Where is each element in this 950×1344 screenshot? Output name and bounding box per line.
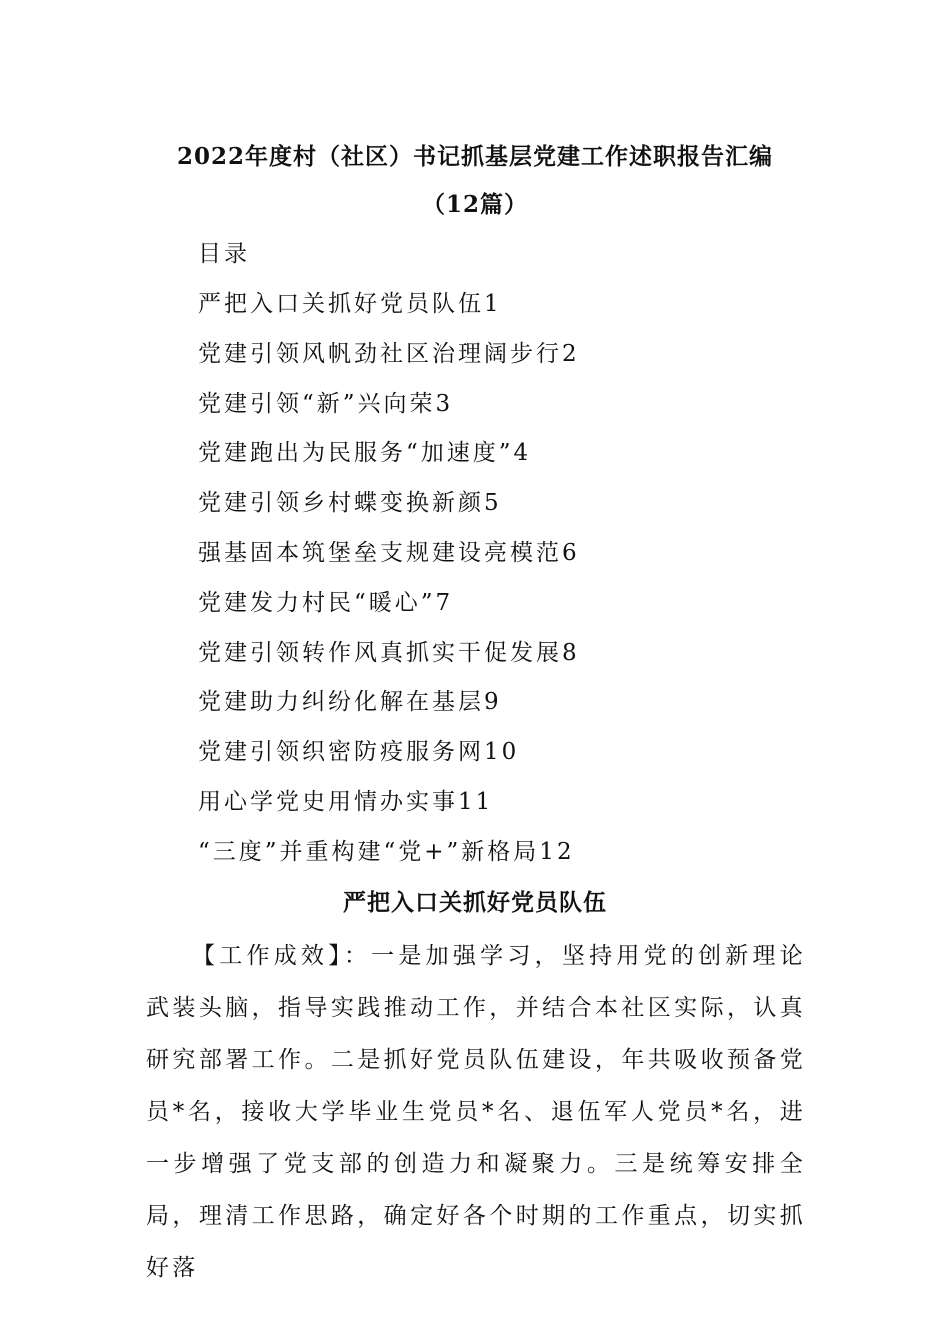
document-title: 2022年度村（社区）书记抓基层党建工作述职报告汇编 [176, 143, 773, 170]
section-body-paragraph: 【工作成效】：一是加强学习，坚持用党的创新理论武装头脑，指导实践推动工作，并结合本社区实际，认真研究部署工作。二是抓好党员队伍建设，年共吸收预备党员*名，接收大学毕业生党员*名、退伍军人党员*名，进一步增强了党支部的创造力和凝聚力。三是统筹安排全局，理清工作思路，确定好各个时期的工作重点，切实抓好落 [146, 943, 806, 1281]
toc-item: 严把入口关抓好党员队伍1 [198, 291, 502, 317]
toc-item: “三度”并重构建“党+”新格局12 [198, 838, 575, 865]
toc-item: 党建引领“新”兴向荣3 [198, 390, 454, 417]
section-title: 严把入口关抓好党员队伍 [343, 889, 607, 916]
toc-heading: 目录 [198, 241, 250, 267]
document-subtitle: （12篇） [421, 191, 528, 218]
toc-item: 党建助力纠纷化解在基层9 [198, 689, 502, 716]
toc-item: 用心学党史用情办实事11 [198, 788, 494, 815]
toc-item: 党建引领转作风真抓实干促发展8 [198, 639, 580, 666]
toc-item: 党建引领织密防疫服务网10 [198, 739, 520, 766]
table-of-contents [198, 285, 580, 883]
toc-item: 党建引领乡村蝶变换新颜5 [198, 490, 502, 517]
toc-item: 党建跑出为民服务“加速度”4 [198, 440, 532, 467]
toc-item: 党建发力村民“暖心”7 [198, 589, 454, 616]
toc-item: 党建引领风帆劲社区治理阔步行2 [198, 340, 580, 367]
toc-item: 强基固本筑堡垒支规建设亮模范6 [198, 539, 580, 566]
